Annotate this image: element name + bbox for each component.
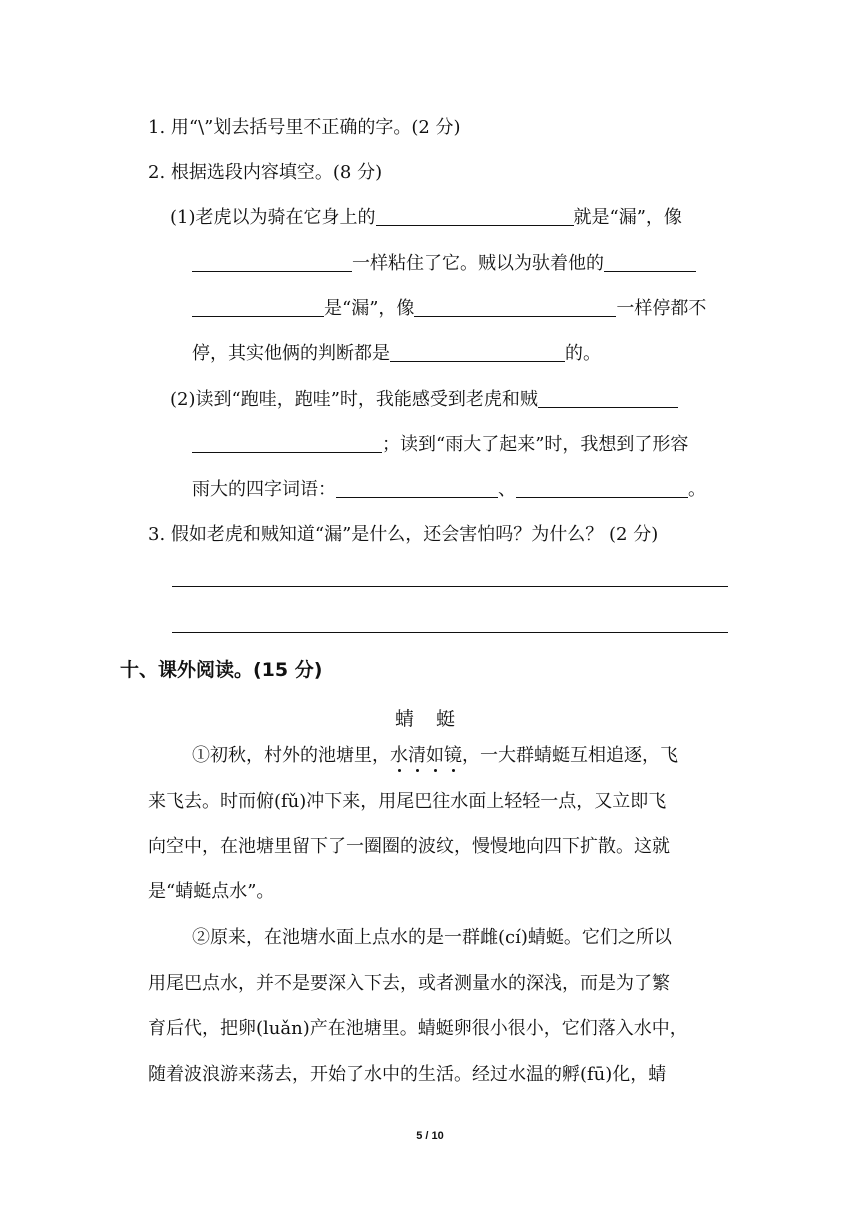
section-heading: 十、课外阅读。(15 分) xyxy=(120,659,323,681)
answer-blank[interactable] xyxy=(414,298,616,317)
paragraph-1-line-4: 是“蜻蜓点水”。 xyxy=(148,881,275,902)
paragraph-2-line-4: 随着波浪游来荡去，开始了水中的生活。经过水温的孵(fū)化，蜻 xyxy=(148,1064,667,1085)
answer-blank[interactable] xyxy=(516,479,688,498)
answer-blank[interactable] xyxy=(192,298,324,317)
question-2-1-line-3 xyxy=(192,298,706,320)
paragraph-text: ，一大群蜻蜓互相追逐，飞 xyxy=(462,745,678,766)
question-2-1-text-c: 一样粘住了它。贼以为驮着他的 xyxy=(352,253,604,274)
emphasis-char: 水 xyxy=(390,745,408,766)
paragraph-2-line-2: 用尾巴点水，并不是要深入下去，或者测量水的深浅，而是为了繁 xyxy=(148,973,670,994)
answer-blank[interactable] xyxy=(376,207,574,226)
question-2-2-text-b: ；读到“雨大了起来”时，我想到了形容 xyxy=(382,434,689,455)
question-2-1-line-1 xyxy=(170,207,682,229)
question-2-1-text-b: 就是“漏”，像 xyxy=(573,207,682,228)
question-2-2-line-1 xyxy=(170,389,678,411)
answer-line[interactable] xyxy=(172,632,728,633)
paragraph-2-line-3: 育后代，把卵(luǎn)产在池塘里。蜻蜓卵很小很小，它们落入水中， xyxy=(148,1018,688,1039)
paragraph-1-line-1 xyxy=(192,745,678,767)
question-3: 3. 假如老虎和贼知道“漏”是什么，还会害怕吗？为什么？ (2 分) xyxy=(148,524,659,545)
question-2-2-text-a: (2)读到“跑哇，跑哇”时，我能感受到老虎和贼 xyxy=(170,389,538,410)
question-2-1-text-f: 停，其实他俩的判断都是 xyxy=(192,343,390,364)
emphasis-char: 如 xyxy=(426,745,444,766)
question-2-1-text-g: 的。 xyxy=(565,343,601,364)
paragraph-1-line-2: 来飞去。时而俯(fǔ)冲下来，用尾巴往水面上轻轻一点，又立即飞 xyxy=(148,791,667,812)
answer-blank[interactable] xyxy=(192,434,382,453)
question-2-2-line-3 xyxy=(192,479,706,501)
paragraph-text: ①初秋，村外的池塘里， xyxy=(192,745,390,766)
answer-blank[interactable] xyxy=(538,389,678,408)
answer-blank[interactable] xyxy=(604,253,696,272)
question-2-2-text-d: 、 xyxy=(498,479,516,500)
emphasis-char: 清 xyxy=(408,745,426,766)
question-2-2-text-e: 。 xyxy=(688,479,706,500)
paragraph-1-line-3: 向空中，在池塘里留下了一圈圈的波纹，慢慢地向四下扩散。这就 xyxy=(148,836,670,857)
passage-title: 蜻蜓 xyxy=(395,708,478,730)
question-1: 1. 用“\”划去括号里不正确的字。(2 分) xyxy=(148,117,461,138)
question-2-1-text-e: 一样停都不 xyxy=(616,298,707,319)
question-2-1-line-2 xyxy=(192,253,696,275)
question-2-1-text-d: 是“漏”，像 xyxy=(324,298,415,319)
question-2: 2. 根据选段内容填空。(8 分) xyxy=(148,162,383,183)
answer-line[interactable] xyxy=(172,586,728,587)
page-number: 5 / 10 xyxy=(416,1130,444,1142)
answer-blank[interactable] xyxy=(336,479,498,498)
emphasis-char: 镜 xyxy=(444,745,462,766)
question-2-1-line-4 xyxy=(192,343,601,365)
question-2-2-line-2 xyxy=(192,434,688,456)
question-2-1-text-a: (1)老虎以为骑在它身上的 xyxy=(170,207,376,228)
answer-blank[interactable] xyxy=(192,253,352,272)
paragraph-2-line-1: ②原来，在池塘水面上点水的是一群雌(cí)蜻蜓。它们之所以 xyxy=(192,927,672,948)
question-2-2-text-c: 雨大的四字词语： xyxy=(192,479,336,500)
answer-blank[interactable] xyxy=(390,343,565,362)
